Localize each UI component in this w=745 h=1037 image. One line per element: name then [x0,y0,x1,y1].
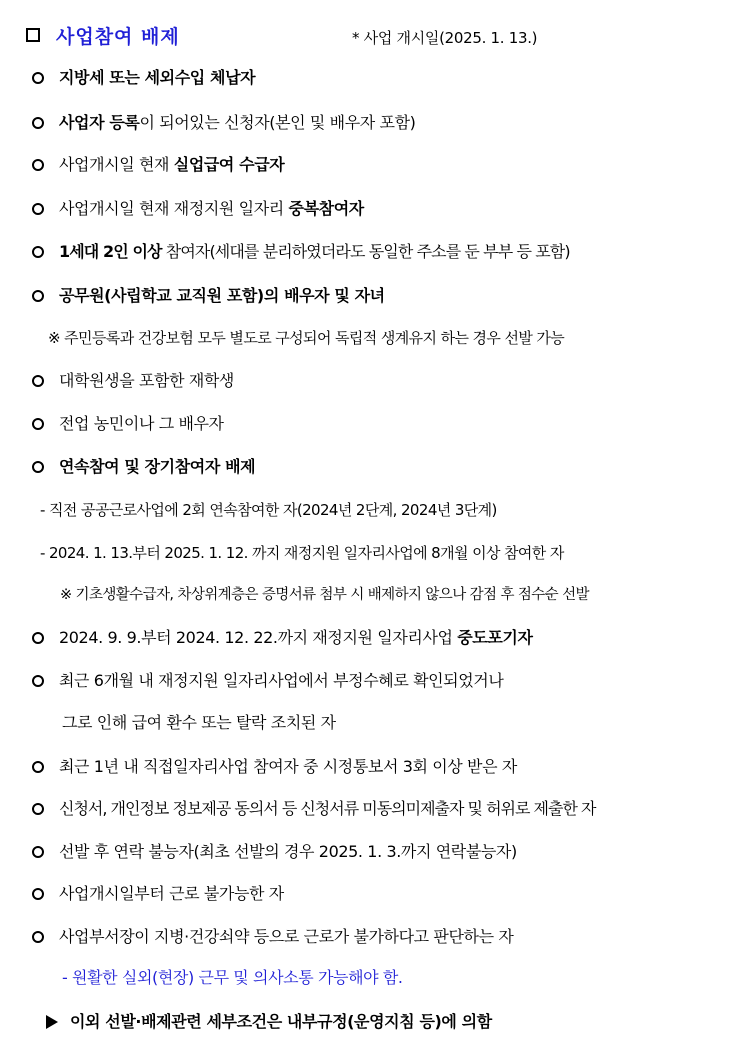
list-item: 공무원(사립학교 교직원 포함)의 배우자 및 자녀 [32,284,385,308]
section-title: 사업참여 배제 [56,26,180,48]
sub-item: - 2024. 1. 13.부터 2025. 1. 12. 까지 재정지원 일자리사업에 8개월 이상 참여한 자 [40,544,564,562]
list-item: 연속참여 및 장기참여자 배제 [32,455,255,479]
list-item: 지방세 또는 세외수입 체납자 [32,66,255,90]
circle-bullet-icon [32,72,44,84]
circle-bullet-icon [32,159,44,171]
exception-note: ※ 기초생활수급자, 차상위계층은 증명서류 첨부 시 배제하지 않으나 감점 후 점수순 선발 [60,587,589,603]
list-item: 대학원생을 포함한 재학생 [32,369,234,393]
blue-requirement-note: - 원활한 실외(현장) 근무 및 의사소통 가능해야 함. [62,968,403,987]
list-item: 선발 후 연락 불능자(최초 선발의 경우 2025. 1. 3.까지 연락불능자) [32,840,517,864]
section-header [22,22,732,54]
circle-bullet-icon [32,117,44,129]
list-item: 사업부서장이 지병·건강쇠약 등으로 근로가 불가하다고 판단하는 자 [32,925,513,949]
sub-item: - 직전 공공근로사업에 2회 연속참여한 자(2024년 2단계, 2024년 3단계) [40,501,497,519]
list-item: 1세대 2인 이상 참여자(세대를 분리하였더라도 동일한 주소를 둔 부부 등 포함) [32,240,570,264]
circle-bullet-icon [32,461,44,473]
list-item: 사업자 등록이 되어있는 신청자(본인 및 배우자 포함) [32,111,415,135]
circle-bullet-icon [32,761,44,773]
circle-bullet-icon [32,418,44,430]
circle-bullet-icon [32,203,44,215]
checkbox-icon [26,28,40,42]
circle-bullet-icon [32,931,44,943]
circle-bullet-icon [32,246,44,258]
list-item: 신청서, 개인정보 정보제공 동의서 등 신청서류 미동의미제출자 및 허위로 제출한 자 [32,797,595,821]
list-item: 사업개시일 현재 재정지원 일자리 중복참여자 [32,197,364,221]
start-date-note: * 사업 개시일(2025. 1. 13.) [352,29,538,47]
circle-bullet-icon [32,846,44,858]
circle-bullet-icon [32,888,44,900]
list-item: 전업 농민이나 그 배우자 [32,412,224,436]
list-item-continuation: 그로 인해 급여 환수 또는 탈락 조치된 자 [62,713,336,732]
list-item: 2024. 9. 9.부터 2024. 12. 22.까지 재정지원 일자리사업 중도포기자 [32,626,533,650]
exception-note: ※ 주민등록과 건강보험 모두 별도로 구성되어 독립적 생계유지 하는 경우 선발 가능 [48,329,565,347]
circle-bullet-icon [32,675,44,687]
circle-bullet-icon [32,632,44,644]
circle-bullet-icon [32,375,44,387]
circle-bullet-icon [32,803,44,815]
footer-note: 이외 선발·배제관련 세부조건은 내부규정(운영지침 등)에 의함 [46,1010,492,1034]
triangle-arrow-icon [46,1015,58,1029]
list-item: 사업개시일부터 근로 불가능한 자 [32,882,284,906]
circle-bullet-icon [32,290,44,302]
list-item: 최근 6개월 내 재정지원 일자리사업에서 부정수혜로 확인되었거나 [32,669,503,693]
list-item: 사업개시일 현재 실업급여 수급자 [32,153,284,177]
list-item: 최근 1년 내 직접일자리사업 참여자 중 시정통보서 3회 이상 받은 자 [32,755,517,779]
